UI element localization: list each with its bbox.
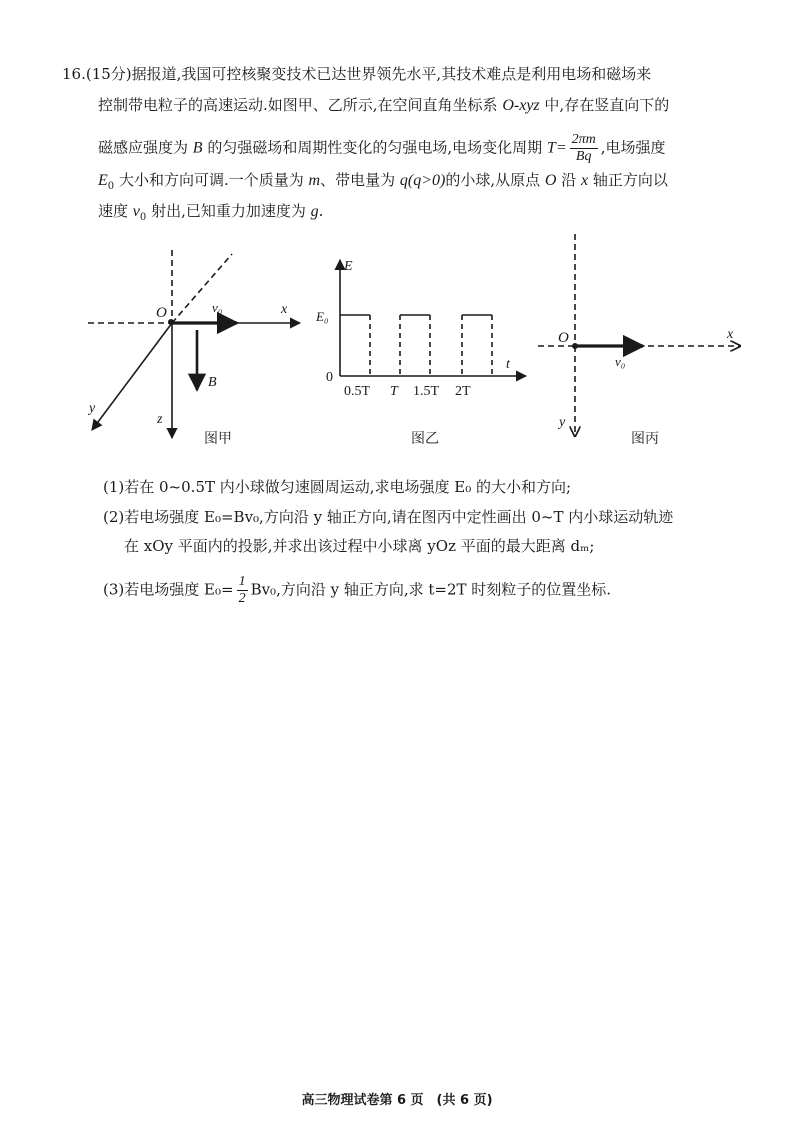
- problem-text-5c: .: [318, 202, 324, 220]
- problem-text-4a: 大小和方向可调.一个质量为: [118, 171, 304, 189]
- problem-text-3a: 磁感应强度为: [98, 138, 189, 157]
- var-x: x: [581, 172, 589, 189]
- page-footer: 高三物理试卷第 6 页 (共 6 页): [301, 1093, 493, 1108]
- figures: [0, 226, 794, 450]
- caption-jia: 图甲: [204, 432, 232, 447]
- origin-point: [168, 319, 174, 325]
- fraction-denominator: 2: [238, 591, 246, 606]
- tick-label: 0.5T: [344, 384, 371, 399]
- var-B: B: [192, 139, 203, 157]
- var-v: v: [132, 203, 140, 220]
- problem-line-2: [98, 95, 669, 116]
- label-O: O: [156, 305, 167, 321]
- figure-bing: [538, 234, 740, 447]
- problem-score: (15分): [85, 65, 132, 83]
- label-B: B: [208, 375, 217, 390]
- question-2-line-2: 在 xOy 平面内的投影,并求出该过程中小球离 yOz 平面的最大距离 dₘ;: [124, 537, 595, 555]
- label-zero: 0: [326, 370, 333, 385]
- problem-number: 16.: [62, 65, 86, 83]
- origin-point: [572, 343, 578, 349]
- var-q: q(q>0): [399, 172, 446, 189]
- question-3-text-a: (3)若电场强度 E₀=: [103, 580, 234, 599]
- problem-line-1: [62, 64, 651, 84]
- label-z: z: [157, 412, 163, 427]
- fraction-numerator: 1: [238, 574, 246, 589]
- var-O: O: [544, 172, 557, 189]
- tick-label: 2T: [455, 384, 471, 399]
- caption-yi: 图乙: [411, 432, 439, 447]
- coordinate-system: O-xyz: [502, 97, 540, 114]
- problem-line-3: [98, 132, 666, 165]
- pulse-edges: [370, 315, 492, 376]
- half-fraction: [237, 574, 248, 607]
- caption-bing: 图丙: [631, 432, 659, 447]
- problem-text-5b: 射出,已知重力加速度为: [151, 202, 306, 220]
- question-3: [103, 574, 611, 607]
- problem-text-4b: 、带电量为: [320, 171, 396, 189]
- label-v0: v₀: [212, 300, 223, 315]
- problem-text-3c: ,电场强度: [600, 138, 666, 157]
- label-x: x: [281, 302, 288, 317]
- question-3-text-b: Bv₀,方向沿 y 轴正方向,求 t=2T 时刻粒子的位置坐标.: [250, 580, 612, 599]
- problem-text-1: 据报道,我国可控核聚变技术已达世界领先水平,其技术难点是利用电场和磁场来: [131, 65, 652, 83]
- label-x: x: [727, 327, 734, 342]
- problem-text-2a: 控制带电粒子的高速运动.如图甲、乙所示,在空间直角坐标系: [98, 96, 498, 114]
- question-2-line-1: (2)若电场强度 E₀=Bv₀,方向沿 y 轴正方向,请在图丙中定性画出 0~T 内小球运动轨迹: [103, 508, 674, 526]
- problem-text-4c: 的小球,从原点: [445, 171, 541, 189]
- var-E-sub: 0: [107, 181, 115, 192]
- neg-y-axis: [172, 254, 232, 323]
- var-E: E: [98, 172, 108, 189]
- var-m: m: [308, 172, 321, 189]
- tick-label: 1.5T: [413, 384, 440, 399]
- label-E0: E₀: [316, 309, 329, 324]
- figure-jia: [87, 250, 300, 447]
- var-v-sub: 0: [139, 212, 147, 223]
- label-E: E: [344, 259, 353, 274]
- problem-text-4e: 轴正方向以: [592, 171, 668, 189]
- problem-text-4d: 沿: [561, 171, 577, 189]
- problem-text-2b: 中,存在竖直向下的: [544, 96, 670, 114]
- label-v0: v₀: [615, 354, 626, 369]
- label-y: y: [559, 415, 566, 430]
- label-O: O: [558, 330, 569, 346]
- label-y: y: [89, 401, 96, 416]
- tick-label: T: [390, 384, 398, 399]
- label-t: t: [506, 357, 510, 372]
- problem-text-5a: 速度: [98, 202, 129, 220]
- fraction-numerator: 2πm: [571, 132, 596, 147]
- problem-text-3b: 的匀强磁场和周期性变化的匀强电场,电场变化周期: [207, 138, 543, 157]
- var-g: g: [310, 203, 319, 220]
- var-T: T=: [546, 139, 567, 157]
- problem-line-4: [98, 170, 668, 193]
- fraction-denominator: Bq: [575, 149, 592, 164]
- period-fraction: [570, 132, 598, 165]
- question-1: (1)若在 0~0.5T 内小球做匀速圆周运动,求电场强度 E₀ 的大小和方向;: [103, 478, 572, 496]
- problem-line-5: [98, 201, 323, 224]
- figure-yi: [315, 259, 526, 447]
